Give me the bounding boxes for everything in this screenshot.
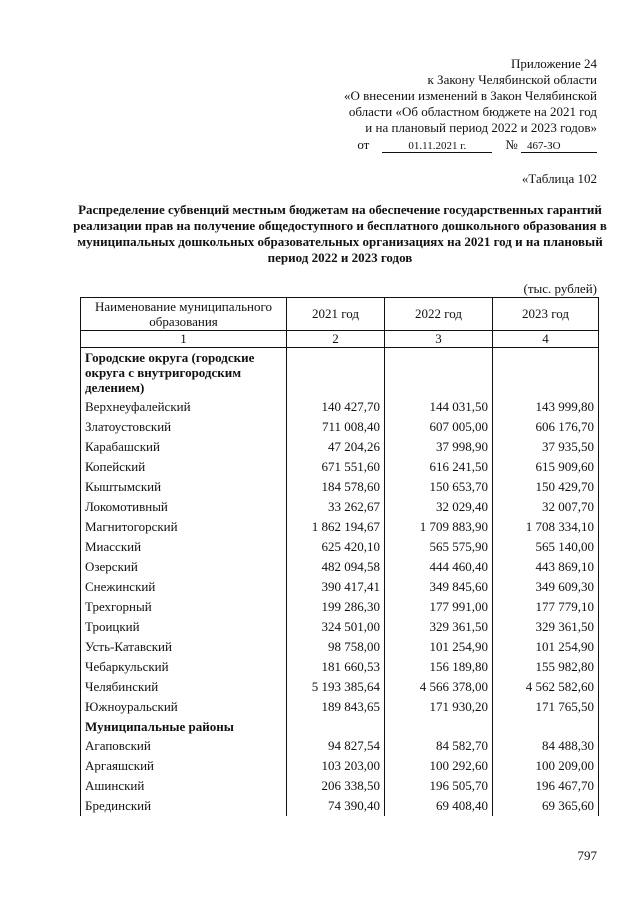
column-number: 3 [385,331,493,348]
municipality-name: Златоустовский [81,417,287,437]
value-2022: 565 575,90 [385,537,493,557]
table-body [81,348,599,817]
value-2023: 37 935,50 [493,437,599,457]
table-row [81,657,599,677]
municipality-name: Локомотивный [81,497,287,517]
value-2022: 37 998,90 [385,437,493,457]
table-row [81,477,599,497]
column-number: 1 [81,331,287,348]
section-title: Городские округа (городские округа с внутригородским делением) [81,348,287,398]
column-header: 2022 год [385,298,493,331]
municipality-name: Троицкий [81,617,287,637]
column-header: Наименование муниципального образования [81,298,287,331]
subvention-table [80,297,599,816]
value-2021: 74 390,40 [287,796,385,816]
document-title: Распределение субвенций местным бюджетам на обеспечение государственных гарантий реализации прав на получение общедоступного и бесплатного дошкольного образования в муниципальных дошкольных образовательных организациях на 2021 год и на плановый период 2022 и 2023 годов [73,202,607,265]
value-2023: 32 007,70 [493,497,599,517]
section-row [81,348,599,398]
municipality-name: Кыштымский [81,477,287,497]
value-2022: 100 292,60 [385,756,493,776]
value-2021: 33 262,67 [287,497,385,517]
table-row [81,617,599,637]
value-2021: 94 827,54 [287,736,385,756]
value-2021: 5 193 385,64 [287,677,385,697]
municipality-name: Магнитогорский [81,517,287,537]
number-label: № [505,137,518,152]
value-2021: 625 420,10 [287,537,385,557]
value-2023: 84 488,30 [493,736,599,756]
law-date-number [357,137,597,153]
value-2021: 324 501,00 [287,617,385,637]
page-number: 797 [577,848,597,863]
column-number: 2 [287,331,385,348]
table-row [81,457,599,477]
municipality-name: Верхнеуфалейский [81,397,287,417]
value-2022: 84 582,70 [385,736,493,756]
empty-cell [385,348,493,398]
value-2023: 177 779,10 [493,597,599,617]
table-label: «Таблица 102 [521,171,597,186]
table-row [81,756,599,776]
municipality-name: Трехгорный [81,597,287,617]
value-2021: 181 660,53 [287,657,385,677]
header-line: к Закону Челябинской области [427,72,597,87]
value-2023: 100 209,00 [493,756,599,776]
value-2021: 206 338,50 [287,776,385,796]
municipality-name: Копейский [81,457,287,477]
value-2023: 101 254,90 [493,637,599,657]
municipality-name: Снежинский [81,577,287,597]
value-2022: 444 460,40 [385,557,493,577]
value-2022: 4 566 378,00 [385,677,493,697]
municipality-name: Миасский [81,537,287,557]
value-2023: 143 999,80 [493,397,599,417]
value-2022: 329 361,50 [385,617,493,637]
value-2021: 189 843,65 [287,697,385,717]
value-2023: 565 140,00 [493,537,599,557]
value-2023: 349 609,30 [493,577,599,597]
municipality-name: Чебаркульский [81,657,287,677]
law-number: 467-ЗО [521,140,597,153]
value-2021: 671 551,60 [287,457,385,477]
municipality-name: Карабашский [81,437,287,457]
table-row [81,417,599,437]
table-row [81,397,599,417]
value-2022: 150 653,70 [385,477,493,497]
value-2022: 1 709 883,90 [385,517,493,537]
table-row [81,796,599,816]
value-2023: 615 909,60 [493,457,599,477]
value-2021: 140 427,70 [287,397,385,417]
value-2021: 390 417,41 [287,577,385,597]
value-2022: 616 241,50 [385,457,493,477]
municipality-name: Южноуральский [81,697,287,717]
table-row [81,697,599,717]
column-header: 2021 год [287,298,385,331]
value-2021: 1 862 194,67 [287,517,385,537]
table-row [81,597,599,617]
section-row [81,717,599,736]
section-title: Муниципальные районы [81,717,287,736]
value-2022: 144 031,50 [385,397,493,417]
empty-cell [493,717,599,736]
law-date: 01.11.2021 г. [382,140,492,153]
municipality-name: Агаповский [81,736,287,756]
value-2021: 98 758,00 [287,637,385,657]
value-2023: 171 765,50 [493,697,599,717]
municipality-name: Аргаяшский [81,756,287,776]
from-label: от [357,137,370,152]
value-2021: 482 094,58 [287,557,385,577]
value-2023: 443 869,10 [493,557,599,577]
empty-cell [493,348,599,398]
table-row [81,517,599,537]
value-2022: 349 845,60 [385,577,493,597]
value-2021: 184 578,60 [287,477,385,497]
value-2022: 69 408,40 [385,796,493,816]
units-label: (тыс. рублей) [523,281,597,296]
value-2021: 47 204,26 [287,437,385,457]
value-2022: 196 505,70 [385,776,493,796]
value-2022: 32 029,40 [385,497,493,517]
empty-cell [287,717,385,736]
table-row [81,736,599,756]
empty-cell [287,348,385,398]
table-row [81,557,599,577]
header-line: и на плановый период 2022 и 2023 годов» [365,120,597,135]
header-line: области «Об областном бюджете на 2021 год [348,104,597,119]
value-2021: 103 203,00 [287,756,385,776]
table-row [81,537,599,557]
table-row [81,577,599,597]
table-row [81,637,599,657]
value-2022: 101 254,90 [385,637,493,657]
municipality-name: Озерский [81,557,287,577]
empty-cell [385,717,493,736]
municipality-name: Челябинский [81,677,287,697]
value-2022: 177 991,00 [385,597,493,617]
value-2021: 711 008,40 [287,417,385,437]
municipality-name: Ашинский [81,776,287,796]
table-row [81,497,599,517]
table-row [81,776,599,796]
column-number: 4 [493,331,599,348]
appendix-header [344,56,597,136]
table-row [81,677,599,697]
header-line: Приложение 24 [510,56,597,71]
table-row [81,437,599,457]
municipality-name: Усть-Катавский [81,637,287,657]
value-2023: 329 361,50 [493,617,599,637]
header-line: «О внесении изменений в Закон Челябинской [343,88,597,103]
value-2023: 150 429,70 [493,477,599,497]
value-2022: 171 930,20 [385,697,493,717]
value-2023: 196 467,70 [493,776,599,796]
value-2023: 155 982,80 [493,657,599,677]
value-2022: 607 005,00 [385,417,493,437]
value-2022: 156 189,80 [385,657,493,677]
column-header: 2023 год [493,298,599,331]
value-2021: 199 286,30 [287,597,385,617]
value-2023: 1 708 334,10 [493,517,599,537]
value-2023: 69 365,60 [493,796,599,816]
value-2023: 606 176,70 [493,417,599,437]
value-2023: 4 562 582,60 [493,677,599,697]
municipality-name: Брединский [81,796,287,816]
